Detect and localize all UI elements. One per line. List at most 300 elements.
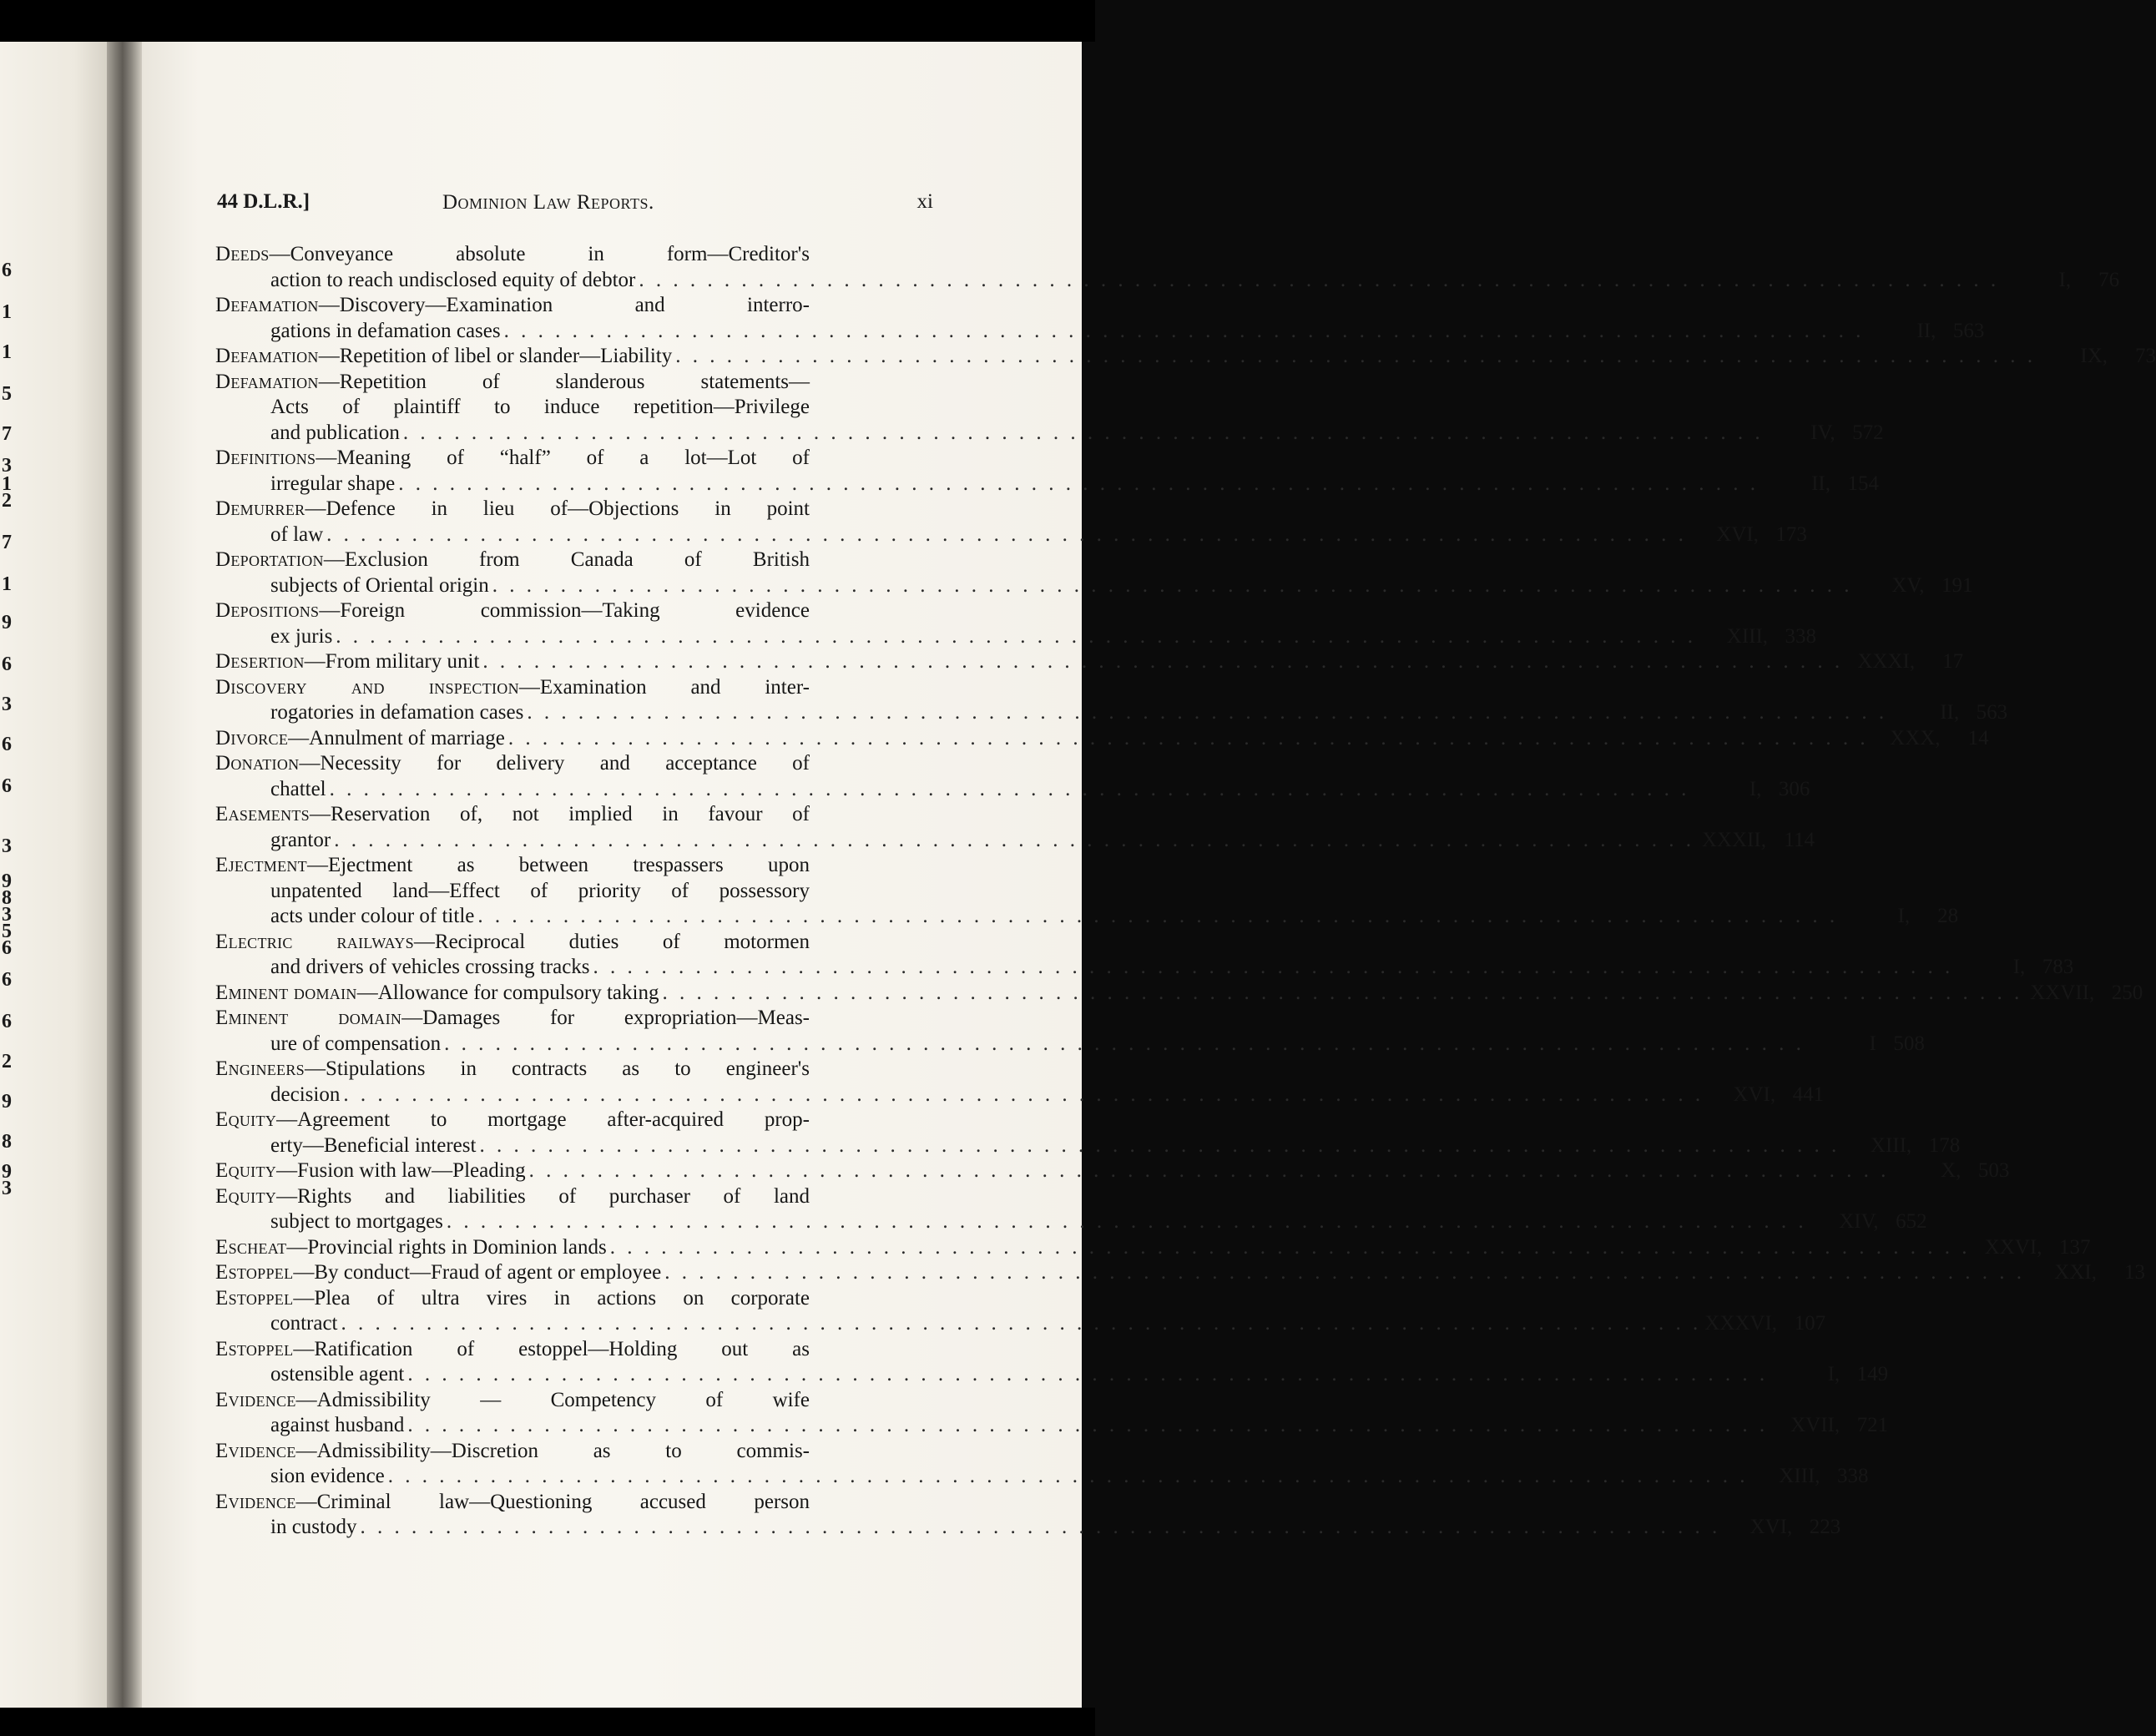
entry-headword: Evidence	[215, 1388, 296, 1411]
entry-subject-text: —Criminal law—Questioning accused person	[295, 1490, 810, 1513]
entry-subject-text: grantor	[270, 828, 331, 851]
reference-page: 17	[1942, 650, 1964, 673]
entry-subject-text: —Fusion with law—Pleading	[276, 1159, 526, 1182]
reference-page: 652	[1896, 1210, 1927, 1233]
entry-continuation-line	[215, 1311, 1826, 1337]
entry-headword: Evidence	[215, 1439, 296, 1462]
entry-subject-text: against husband	[270, 1414, 405, 1436]
volume-page-reference	[1810, 1209, 1927, 1235]
volume-page-reference	[1699, 624, 1816, 650]
entry-continuation-line	[215, 573, 1973, 599]
entry-continuation-line	[215, 421, 1884, 447]
dot-leader: . . . . . . . . . . . . . . . . . . . . . . . . . . . . . . . . . . . . . . . . . . . . . . . . . . . . . . . . . . . . . . . . . . . . . . . . . . . . . . . .	[639, 268, 2000, 291]
index-entry	[215, 751, 1810, 802]
reference-page: 107	[1794, 1312, 1826, 1335]
entry-headword: Estoppel	[215, 1286, 294, 1310]
dot-leader: . . . . . . . . . . . . . . . . . . . . . . . . . . . . . . . . . . . . . . . . . . . . . . . . . . . . . . . . . . . . . . . . . . . . . . . . . . . . . . . .	[492, 573, 1853, 597]
entry-headword: Escheat	[215, 1235, 287, 1259]
index-entry	[215, 1286, 1826, 1337]
facing-page-number-fragment: 1	[2, 473, 12, 495]
entry-subject-text: and publication	[270, 421, 400, 444]
entry-subject-text: irregular shape	[270, 472, 396, 495]
dot-leader: . . . . . . . . . . . . . . . . . . . . . . . . . . . . . . . . . . . . . . . . . . . . . . . . . . . . . . . . . . . . . . . . . . . . . . . . . . . . . . . .	[444, 1032, 1805, 1055]
entry-subject-text: —Plea of ultra vires in actions on corporate	[293, 1286, 810, 1310]
reference-volume: IX,	[2080, 345, 2108, 367]
entry-headword: Ejectment	[215, 854, 307, 876]
entry-subject-text: —Annulment of marriage	[288, 726, 505, 749]
entry-subject-text: in custody	[270, 1516, 357, 1538]
entry-headword: Divorce	[215, 726, 289, 749]
volume-page-reference	[1846, 649, 1963, 675]
dot-leader: . . . . . . . . . . . . . . . . . . . . . . . . . . . . . . . . . . . . . . . . . . . . . . . . . . . . . . . . . . . . . . . . . . . . . . . . . . . . . . . .	[528, 1159, 1890, 1182]
facing-page-number-fragment: 6	[2, 260, 12, 281]
facing-page-number-fragment: 6	[2, 654, 12, 675]
entry-subject-text: contract	[270, 1312, 338, 1335]
reference-volume: I	[1869, 1032, 1876, 1055]
reference-volume: XVII,	[1790, 1414, 1840, 1436]
entry-continuation-line	[215, 955, 2074, 981]
entry-headword: Engineers	[215, 1057, 305, 1080]
reference-volume: XXXVI,	[1704, 1312, 1778, 1335]
entry-subject-text: subjects of Oriental origin	[270, 573, 489, 597]
index-entry	[215, 1388, 1889, 1439]
entry-headword: Depositions	[215, 599, 320, 622]
facing-page-number-fragment: 3	[2, 904, 12, 926]
facing-page-edge	[0, 42, 107, 1708]
reference-page: 13	[2123, 1261, 2145, 1284]
entry-heading-line	[215, 548, 932, 573]
facing-page-number-fragment: 6	[2, 969, 12, 991]
dot-leader: . . . . . . . . . . . . . . . . . . . . . . . . . . . . . . . . . . . . . . . . . . . . . . . . . . . . . . . . . . . . . . . . . . . . . . . . . . . . . . . .	[360, 1516, 1721, 1538]
volume-page-reference	[1771, 1362, 1888, 1388]
entry-continuation-line	[215, 319, 1985, 345]
entry-subject-text: —Meaning of “half” of a lot—Lot of	[316, 447, 810, 469]
index-entry	[215, 726, 1989, 752]
index-entry	[215, 1260, 2145, 1286]
entry-continuation-line	[215, 1464, 1869, 1490]
volume-page-reference	[1698, 828, 1815, 854]
facing-page-number-fragment: 1	[2, 301, 12, 323]
entry-continuation-line	[215, 1209, 1927, 1235]
volume-page-reference	[1872, 726, 1989, 752]
dot-leader: . . . . . . . . . . . . . . . . . . . . . . . . . . . . . . . . . . . . . . . . . . . . . . . . . . . . . . . . . . . . . . . . . . . . . . . . . . . . . . . .	[482, 650, 1844, 673]
dot-leader: . . . . . . . . . . . . . . . . . . . . . . . . . . . . . . . . . . . . . . . . . . . . . . . . . . . . . . . . . . . . . . . . . . . . . . . . . . . . . . . .	[477, 905, 1839, 927]
reference-volume: II,	[1916, 319, 1936, 342]
entry-heading-line	[215, 1439, 932, 1465]
entry-heading-line	[215, 242, 932, 268]
dot-leader: . . . . . . . . . . . . . . . . . . . . . . . . . . . . . . . . . . . . . . . . . . . . . . . . . . . . . . . . . . . . . . . . . . . . . . . . . . . . . . . .	[675, 345, 2037, 367]
page-title: Dominion Law Reports.	[442, 191, 654, 214]
reference-page: 14	[1967, 726, 1989, 749]
entry-heading-line	[215, 1337, 932, 1363]
reference-page: 338	[1785, 624, 1817, 648]
reference-page: 173	[1775, 522, 1807, 546]
entry-continuation-line	[215, 828, 1815, 854]
reference-volume: XXVII,	[2030, 981, 2095, 1004]
entry-headword: Eminent domain	[215, 981, 357, 1004]
entry-subject-text: action to reach undisclosed equity of debtor	[270, 268, 636, 291]
dot-leader: . . . . . . . . . . . . . . . . . . . . . . . . . . . . . . . . . . . . . . . . . . . . . . . . . . . . . . . . . . . . . . . . . . . . . . . . . . . . . . . .	[398, 472, 1759, 495]
entry-subject-text: —By conduct—Fraud of agent or employee	[293, 1261, 662, 1284]
reference-page: 250	[2111, 981, 2143, 1004]
entry-subject-text: chattel	[270, 777, 326, 800]
facing-page-number-fragment: 6	[2, 775, 12, 797]
facing-page-number-fragment: 3	[2, 694, 12, 715]
entry-subject-text: —Defence in lieu of—Objections in point	[305, 497, 810, 520]
entry-continuation-line	[215, 522, 1807, 548]
dot-leader: . . . . . . . . . . . . . . . . . . . . . . . . . . . . . . . . . . . . . . . . . . . . . . . . . . . . . . . . . . . . . . . . . . . . . . . . . . . . . . . .	[527, 701, 1888, 724]
volume-page-reference	[1808, 1032, 1925, 1057]
entry-subject-text: ex juris	[270, 624, 333, 648]
entry-headword: Estoppel	[215, 1337, 294, 1360]
entry-headword: Equity	[215, 1184, 277, 1208]
reference-volume: XVI,	[1716, 522, 1759, 546]
entry-subject-text: and drivers of vehicles crossing tracks	[270, 956, 590, 978]
dot-leader: . . . . . . . . . . . . . . . . . . . . . . . . . . . . . . . . . . . . . . . . . . . . . . . . . . . . . . . . . . . . . . . . . . . . . . . . . . . . . . . .	[609, 1235, 1971, 1259]
dot-leader: . . . . . . . . . . . . . . . . . . . . . . . . . . . . . . . . . . . . . . . . . . . . . . . . . . . . . . . . . . . . . . . . . . . . . . . . . . . . . . . .	[334, 828, 1694, 851]
reference-page: 338	[1837, 1465, 1869, 1487]
entry-heading-line	[215, 497, 932, 522]
reference-volume: II,	[1811, 472, 1830, 495]
volume-page-reference	[2039, 344, 2156, 370]
entry-subject-text: —Exclusion from Canada of British	[323, 548, 810, 571]
dot-leader: . . . . . . . . . . . . . . . . . . . . . . . . . . . . . . . . . . . . . . . . . . . . . . . . . . . . . . . . . . . . . . . . . . . . . . . . . . . . . . . .	[593, 956, 1954, 978]
entry-headword: Easements	[215, 803, 310, 825]
index-entry	[215, 1184, 1927, 1235]
reference-volume: II,	[1940, 701, 1960, 724]
entry-subject-text: —Admissibility — Competency of wife	[295, 1388, 810, 1411]
facing-page-number-fragment: 6	[2, 937, 12, 959]
reference-volume: XIV,	[1839, 1210, 1879, 1233]
volume-page-reference	[1957, 955, 2073, 981]
index-entry	[215, 930, 2074, 981]
entry-subject-text: —From military unit	[304, 650, 480, 673]
reference-volume: XIII,	[1870, 1133, 1912, 1157]
entry-headword: Defamation	[215, 294, 319, 316]
reference-volume: XXXI,	[1857, 650, 1916, 673]
entry-subject-text: of law	[270, 522, 324, 546]
entry-headword: Defamation	[215, 370, 319, 393]
entry-subject-text: —Reservation of, not implied in favour of	[309, 803, 810, 825]
entry-subject-text: —Damages for expropriation—Meas-	[401, 1007, 810, 1029]
entry-heading-line	[215, 802, 932, 828]
entry-subject-text: erty—Beneficial interest	[270, 1133, 477, 1157]
entry-heading-line	[215, 1006, 932, 1032]
reference-page: 149	[1856, 1363, 1889, 1385]
dot-leader: . . . . . . . . . . . . . . . . . . . . . . . . . . . . . . . . . . . . . . . . . . . . . . . . . . . . . . . . . . . . . . . . . . . . . . . . . . . . . . . .	[503, 319, 1865, 342]
entry-heading-line	[215, 726, 1989, 752]
entry-heading-line	[215, 1158, 2010, 1184]
reference-page: 28	[1937, 905, 1959, 927]
volume-page-reference	[2026, 981, 2143, 1007]
facing-page-number-fragment: 6	[2, 1011, 12, 1032]
entry-subject-text: decision	[270, 1082, 341, 1106]
facing-page-number-fragment: 1	[2, 573, 12, 595]
entry-subject-text: acts under colour of title	[270, 905, 475, 927]
volume-page-reference	[1724, 1515, 1840, 1541]
dot-leader: . . . . . . . . . . . . . . . . . . . . . . . . . . . . . . . . . . . . . . . . . . . . . . . . . . . . . . . . . . . . . . . . . . . . . . . . . . . . . . . .	[326, 522, 1687, 546]
entry-subject-text: —Provincial rights in Dominion lands	[286, 1235, 607, 1259]
index-entry	[215, 802, 1815, 853]
entry-heading-line	[215, 853, 932, 879]
reference-volume: XV,	[1891, 573, 1925, 597]
entry-headword: Electric railways	[215, 930, 414, 953]
index-entry	[215, 1057, 1825, 1108]
entry-headword: Equity	[215, 1108, 277, 1131]
entry-heading-line	[215, 751, 932, 777]
reference-volume: XVI,	[1750, 1516, 1793, 1538]
facing-page-number-fragment: 9	[2, 1091, 12, 1113]
volume-page-reference	[1843, 1133, 1960, 1159]
index-entry	[215, 242, 2120, 293]
facing-page-number-fragment: 3	[2, 455, 12, 477]
dot-leader: . . . . . . . . . . . . . . . . . . . . . . . . . . . . . . . . . . . . . . . . . . . . . . . . . . . . . . . . . . . . . . . . . . . . . . . . . . . . . . . .	[329, 777, 1690, 800]
facing-page-number-fragment: 9	[2, 612, 12, 633]
volume-reference: 44 D.L.R.]	[217, 190, 311, 213]
index-entry	[215, 548, 1973, 598]
reference-volume: XXX,	[1890, 726, 1941, 749]
volume-page-reference	[1892, 1158, 2009, 1184]
entry-continuation-line	[215, 1515, 1841, 1541]
volume-page-reference	[1707, 1082, 1824, 1108]
entry-continuation-line	[215, 1133, 1961, 1159]
reference-page: 783	[2042, 956, 2074, 978]
entry-subject-text: —Agreement to mortgage after-acquired prop-	[276, 1108, 810, 1131]
entry-headword: Donation	[215, 752, 300, 775]
entry-subject-text: gations in defamation cases	[270, 319, 501, 342]
entry-heading-line	[215, 981, 2143, 1007]
entry-heading-line	[215, 1057, 932, 1082]
entry-continuation-line	[215, 1032, 1925, 1057]
entry-heading-line	[215, 1184, 932, 1210]
entry-heading-line	[215, 598, 932, 624]
facing-page-number-fragment: 8	[2, 887, 12, 909]
facing-page-number-fragment: 9	[2, 871, 12, 892]
entry-subject-text: —Admissibility—Discretion as to commis-	[295, 1439, 810, 1462]
entry-headword: Estoppel	[215, 1261, 294, 1284]
entry-heading-line	[215, 446, 932, 472]
entry-headword: Equity	[215, 1159, 277, 1182]
entry-headword: Defamation	[215, 345, 319, 367]
entry-subject-text: —Discovery—Examination and interro-	[318, 294, 810, 316]
facing-page-number-fragment: 3	[2, 1178, 12, 1199]
entry-heading-line	[215, 1286, 932, 1312]
facing-page-number-fragment: 1	[2, 341, 12, 363]
reference-page: 137	[2058, 1235, 2091, 1259]
entry-continuation-line	[215, 395, 932, 421]
entry-headword: Desertion	[215, 650, 305, 673]
scan-bottom-border	[0, 1708, 1095, 1736]
book-gutter	[107, 42, 142, 1708]
entry-subject-text: Acts of plaintiff to induce repetition—Privilege	[270, 396, 810, 418]
index-entry	[215, 981, 2143, 1007]
index-entry	[215, 675, 2008, 726]
entry-continuation-line	[215, 904, 1959, 930]
entry-headword: Deeds	[215, 243, 270, 265]
facing-page-number-fragment: 2	[2, 1051, 12, 1072]
running-header	[217, 190, 935, 219]
entry-continuation-line	[215, 472, 1879, 497]
entry-subject-text: —Foreign commission—Taking evidence	[319, 599, 810, 622]
reference-page: 73	[2135, 345, 2156, 367]
entry-subject-text: rogatories in defamation cases	[270, 701, 524, 724]
entry-subject-text: —Repetition of slanderous statements—	[318, 370, 810, 393]
entry-subject-text: subject to mortgages	[270, 1210, 443, 1233]
reference-volume: XXI,	[2054, 1261, 2097, 1284]
entry-heading-line	[215, 1108, 932, 1133]
volume-page-reference	[2002, 268, 2119, 294]
reference-volume: XVI,	[1733, 1082, 1776, 1106]
reference-page: 114	[1784, 828, 1815, 851]
entry-subject-text: —Reciprocal duties of motormen	[413, 930, 810, 953]
volume-page-reference	[1891, 700, 2007, 726]
volume-page-reference	[1704, 1311, 1826, 1337]
reference-page: 154	[1847, 472, 1879, 495]
reference-volume: XIII,	[1726, 624, 1769, 648]
entry-heading-line	[215, 1388, 932, 1414]
entry-heading-line	[215, 1235, 2091, 1261]
index-entry	[215, 344, 2156, 370]
reference-page: 503	[1977, 1159, 2010, 1182]
volume-page-reference	[1771, 1413, 1888, 1439]
entry-subject-text: ostensible agent	[270, 1363, 405, 1385]
reference-volume: I,	[1827, 1363, 1840, 1385]
entry-heading-line	[215, 1490, 932, 1516]
entry-heading-line	[215, 344, 2156, 370]
reference-page: 76	[2098, 268, 2120, 291]
entry-continuation-line	[215, 1082, 1825, 1108]
reference-volume: I,	[1749, 777, 1762, 800]
reference-volume: XXXII,	[1701, 828, 1766, 851]
reference-volume: XXVI,	[1984, 1235, 2042, 1259]
volume-page-reference	[1867, 319, 1984, 345]
index-entry	[215, 1439, 1869, 1490]
entry-continuation-line	[215, 1362, 1889, 1388]
reference-page: 508	[1893, 1032, 1925, 1055]
facing-page-number-fragment: 2	[2, 490, 12, 512]
entry-headword: Definitions	[215, 447, 316, 469]
entry-continuation-line	[215, 777, 1810, 803]
dot-leader: . . . . . . . . . . . . . . . . . . . . . . . . . . . . . . . . . . . . . . . . . . . . . . . . . . . . . . . . . . . . . . . . . . . . . . . . . . . . . . . .	[507, 726, 1869, 749]
reference-page: 563	[1952, 319, 1985, 342]
entry-subject-text: —Examination and inter-	[518, 675, 810, 699]
reference-page: 191	[1941, 573, 1973, 597]
dot-leader: . . . . . . . . . . . . . . . . . . . . . . . . . . . . . . . . . . . . . . . . . . . . . . . . . . . . . . . . . . . . . . . . . . . . . . . . . . . . . . . .	[479, 1133, 1840, 1157]
facing-page-number-fragment: 8	[2, 1131, 12, 1153]
entry-subject-text: sion evidence	[270, 1465, 385, 1487]
entry-subject-text: —Rights and liabilities of purchaser of land	[276, 1184, 810, 1208]
entry-headword: Discovery and inspection	[215, 675, 519, 699]
index-entry	[215, 1006, 1925, 1057]
index-entry	[215, 853, 1959, 930]
entry-heading-line	[215, 293, 932, 319]
index-entry	[215, 370, 1884, 447]
volume-page-reference	[1856, 573, 1973, 599]
facing-page-number-fragment: 7	[2, 423, 12, 445]
dot-leader: . . . . . . . . . . . . . . . . . . . . . . . . . . . . . . . . . . . . . . . . . . . . . . . . . . . . . . . . . . . . . . . . . . . . . . . . . . . . . . . .	[662, 981, 2023, 1004]
entry-headword: Evidence	[215, 1490, 296, 1513]
entry-continuation-line	[215, 700, 2008, 726]
index-entry	[215, 1337, 1889, 1388]
reference-page: 721	[1856, 1414, 1889, 1436]
entry-continuation-line	[215, 879, 932, 905]
scan-top-border	[0, 0, 1095, 42]
reference-volume: I,	[2012, 956, 2026, 978]
facing-page-number-fragment: 5	[2, 383, 12, 405]
entry-heading-line	[215, 649, 1964, 675]
facing-page-number-fragment: 3	[2, 835, 12, 857]
entry-subject-text: —Stipulations in contracts as to engineer's	[304, 1057, 810, 1080]
dot-leader: . . . . . . . . . . . . . . . . . . . . . . . . . . . . . . . . . . . . . . . . . . . . . . . . . . . . . . . . . . . . . . . . . . . . . . . . . . . . . . . .	[343, 1082, 1704, 1106]
reference-page: 306	[1778, 777, 1810, 800]
dot-leader: . . . . . . . . . . . . . . . . . . . . . . . . . . . . . . . . . . . . . . . . . . . . . . . . . . . . . . . . . . . . . . . . . . . . . . . . . . . . . . . .	[336, 624, 1697, 648]
dot-leader: . . . . . . . . . . . . . . . . . . . . . . . . . . . . . . . . . . . . . . . . . . . . . . . . . . . . . . . . . . . . . . . . . . . . . . . . . . . . . . . .	[407, 1363, 1769, 1385]
reference-volume: I,	[2058, 268, 2072, 291]
entry-headword: Eminent domain	[215, 1007, 402, 1029]
entry-continuation-line	[215, 1413, 1889, 1439]
volume-page-reference	[1841, 904, 1958, 930]
index-entry	[215, 497, 1807, 548]
facing-page-number-fragment: 6	[2, 734, 12, 755]
index-entry	[215, 1490, 1841, 1541]
volume-page-reference	[1690, 522, 1807, 548]
entry-continuation-line	[215, 268, 2120, 294]
reference-volume: XIII,	[1779, 1465, 1820, 1487]
dot-leader: . . . . . . . . . . . . . . . . . . . . . . . . . . . . . . . . . . . . . . . . . . . . . . . . . . . . . . . . . . . . . . . . . . . . . . . . . . . . . . . .	[446, 1210, 1807, 1233]
entry-subject-text: —Repetition of libel or slander—Liability	[318, 345, 673, 367]
entry-subject-text: —Allowance for compulsory taking	[356, 981, 659, 1004]
entry-subject-text: unpatented land—Effect of priority of possessory	[270, 879, 810, 902]
entry-heading-line	[215, 1260, 2145, 1286]
index-entry	[215, 446, 1879, 497]
index-entries	[215, 242, 2156, 1541]
entry-subject-text: ure of compensation	[270, 1032, 442, 1055]
entry-heading-line	[215, 675, 932, 701]
reference-page: 441	[1792, 1082, 1825, 1106]
reference-page: 223	[1809, 1516, 1841, 1538]
reference-volume: I,	[1897, 905, 1911, 927]
page-number: xi	[916, 190, 933, 213]
index-entry	[215, 1158, 2010, 1184]
facing-page-number-fragment: 5	[2, 921, 12, 942]
entry-headword: Demurrer	[215, 497, 305, 520]
facing-page-number-fragment: 7	[2, 532, 12, 553]
reference-page: 178	[1928, 1133, 1961, 1157]
volume-page-reference	[1762, 472, 1879, 497]
reference-volume: IV,	[1810, 421, 1835, 444]
entry-heading-line	[215, 930, 932, 956]
reference-page: 572	[1852, 421, 1884, 444]
volume-page-reference	[1767, 421, 1884, 447]
reference-volume: X,	[1941, 1159, 1962, 1182]
index-entry	[215, 293, 1985, 344]
entry-subject-text: —Ejectment as between trespassers upon	[306, 854, 810, 876]
volume-page-reference	[1752, 1464, 1869, 1490]
index-entry	[215, 649, 1964, 675]
entry-subject-text: —Necessity for delivery and acceptance of	[299, 752, 810, 775]
index-entry	[215, 1108, 1961, 1158]
dot-leader: . . . . . . . . . . . . . . . . . . . . . . . . . . . . . . . . . . . . . . . . . . . . . . . . . . . . . . . . . . . . . . . . . . . . . . . . . . . . . . . .	[402, 421, 1764, 444]
volume-page-reference	[1973, 1235, 2090, 1261]
entry-heading-line	[215, 370, 932, 396]
dot-leader: . . . . . . . . . . . . . . . . . . . . . . . . . . . . . . . . . . . . . . . . . . . . . . . . . . . . . . . . . . . . . . . . . . . . . . . . . . . . . . . .	[407, 1414, 1769, 1436]
entry-subject-text: —Conveyance absolute in form—Creditor's	[269, 243, 810, 265]
dot-leader: . . . . . . . . . . . . . . . . . . . . . . . . . . . . . . . . . . . . . . . . . . . . . . . . . . . . . . . . . . . . . . . . . . . . . . . . . . . . . . . .	[387, 1465, 1749, 1487]
index-entry	[215, 1235, 2091, 1261]
volume-page-reference	[1693, 777, 1810, 803]
dot-leader: . . . . . . . . . . . . . . . . . . . . . . . . . . . . . . . . . . . . . . . . . . . . . . . . . . . . . . . . . . . . . . . . . . . . . . . . . . . . . . . .	[664, 1261, 2025, 1284]
entry-subject-text: —Ratification of estoppel—Holding out as	[293, 1337, 810, 1360]
